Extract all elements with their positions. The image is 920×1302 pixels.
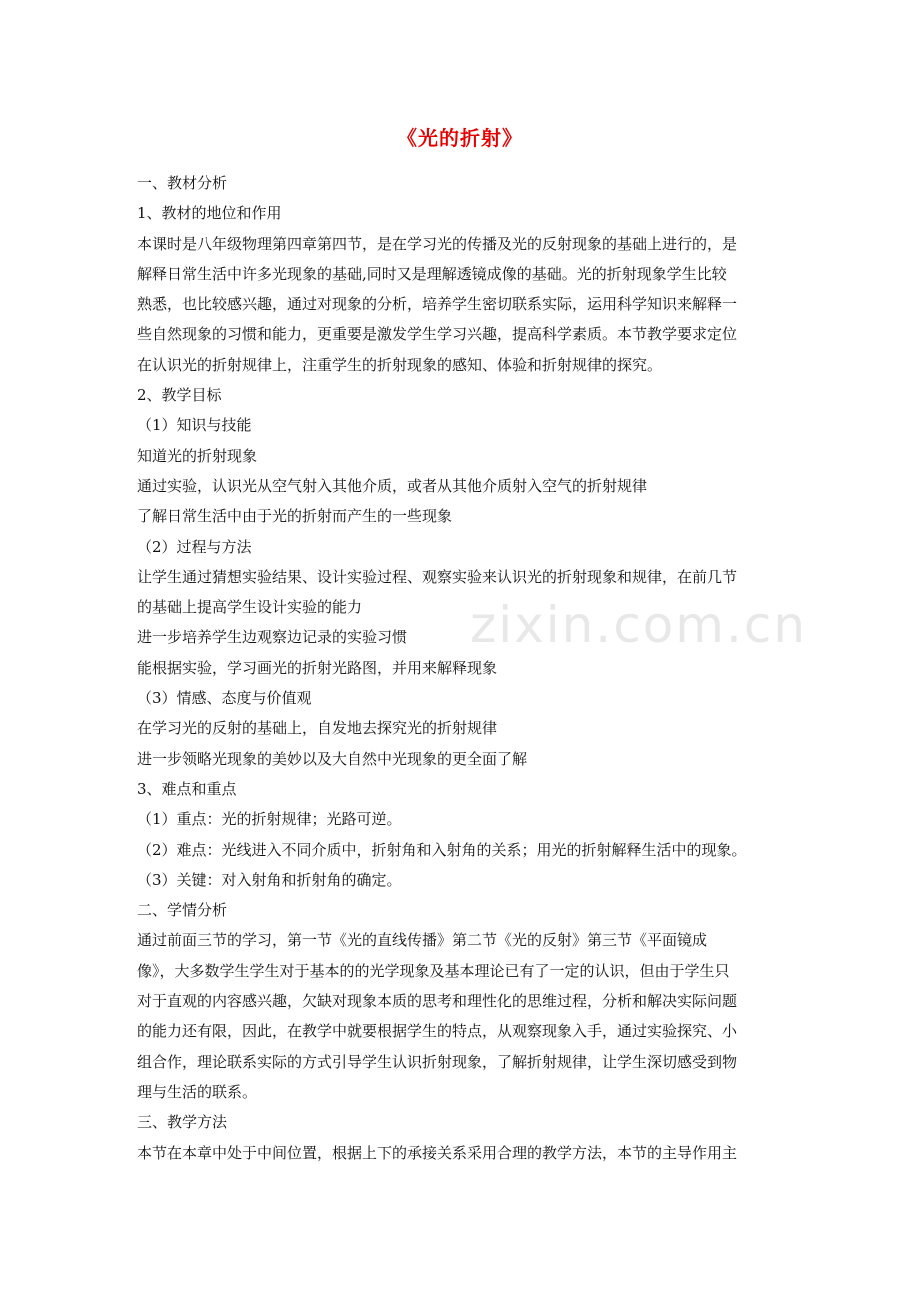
body-line: 像》，大多数学生学生对于基本的的光学现象及基本理论已有了一定的认识，但由于学生只 [137, 961, 730, 980]
body-line: 本节在本章中处于中间位置，根据上下的承接关系采用合理的教学方法，本节的主导作用主 [137, 1143, 738, 1162]
body-line: 在认识光的折射规律上，注重学生的折射现象的感知、体验和折射规律的探究。 [137, 355, 663, 374]
body-line: 的基础上提高学生设计实验的能力 [137, 598, 363, 617]
item-heading: （3）情感、态度与价值观 [137, 689, 312, 708]
subsection-heading: 1、教材的地位和作用 [137, 204, 282, 223]
body-line: 本课时是八年级物理第四章第四节，是在学习光的传播及光的反射现象的基础上进行的，是 [137, 234, 738, 253]
body-line: （2）难点：光线进入不同介质中，折射角和入射角的关系；用光的折射解释生活中的现象。 [137, 840, 747, 859]
body-line: 些自然现象的习惯和能力，更重要是激发学生学习兴趣，提高科学素质。本节教学要求定位 [137, 325, 738, 344]
item-heading: （1）知识与技能 [137, 416, 252, 435]
body-line: （3）关键：对入射角和折射角的确定。 [137, 870, 402, 889]
section-heading: 一、教材分析 [137, 174, 228, 192]
subsection-heading: 3、难点和重点 [137, 779, 237, 798]
body-line: 通过前面三节的学习，第一节《光的直线传播》第二节《光的反射》第三节《平面镜成 [137, 931, 708, 950]
document-title: 《光的折射》 [397, 126, 523, 150]
subsection-heading: 2、教学目标 [137, 386, 222, 405]
document-body [137, 168, 785, 1168]
body-line: 熟悉，也比较感兴趣，通过对现象的分析，培养学生密切联系实际，运用科学知识来解释一 [137, 295, 738, 314]
watermark: zixin.com.cn [470, 596, 808, 654]
body-line: 理与生活的联系。 [137, 1082, 258, 1101]
section-heading: 二、学情分析 [137, 901, 228, 920]
body-line: 让学生通过猜想实验结果、设计实验过程、观察实验来认识光的折射现象和规律，在前几节 [137, 567, 738, 586]
body-line: 解释日常生活中许多光现象的基础,同时又是理解透镜成像的基础。光的折射现象学生比较 [137, 264, 727, 283]
body-line: 进一步培养学生边观察边记录的实验习惯 [137, 628, 408, 647]
body-line: 组合作，理论联系实际的方式引导学生认识折射现象，了解折射规律，让学生深切感受到物 [137, 1052, 738, 1071]
body-line: 了解日常生活中由于光的折射而产生的一些现象 [137, 507, 453, 526]
body-line: （1）重点：光的折射规律；光路可逆。 [137, 810, 402, 829]
body-line: 对于直观的内容感兴趣，欠缺对现象本质的思考和理性化的思维过程，分析和解决实际问题 [137, 992, 738, 1011]
body-line: 在学习光的反射的基础上，自发地去探究光的折射规律 [137, 719, 498, 738]
body-line: 的能力还有限，因此，在教学中就要根据学生的特点，从观察现象入手，通过实验探究、小 [137, 1022, 738, 1041]
section-heading: 三、教学方法 [137, 1113, 228, 1132]
body-line: 进一步领略光现象的美妙以及大自然中光现象的更全面了解 [137, 749, 528, 768]
body-line: 知道光的折射现象 [137, 446, 258, 465]
body-line: 通过实验，认识光从空气射入其他介质，或者从其他介质射入空气的折射规律 [137, 476, 648, 495]
item-heading: （2）过程与方法 [137, 537, 252, 556]
body-line: 能根据实验，学习画光的折射光路图，并用来解释现象 [137, 658, 498, 677]
